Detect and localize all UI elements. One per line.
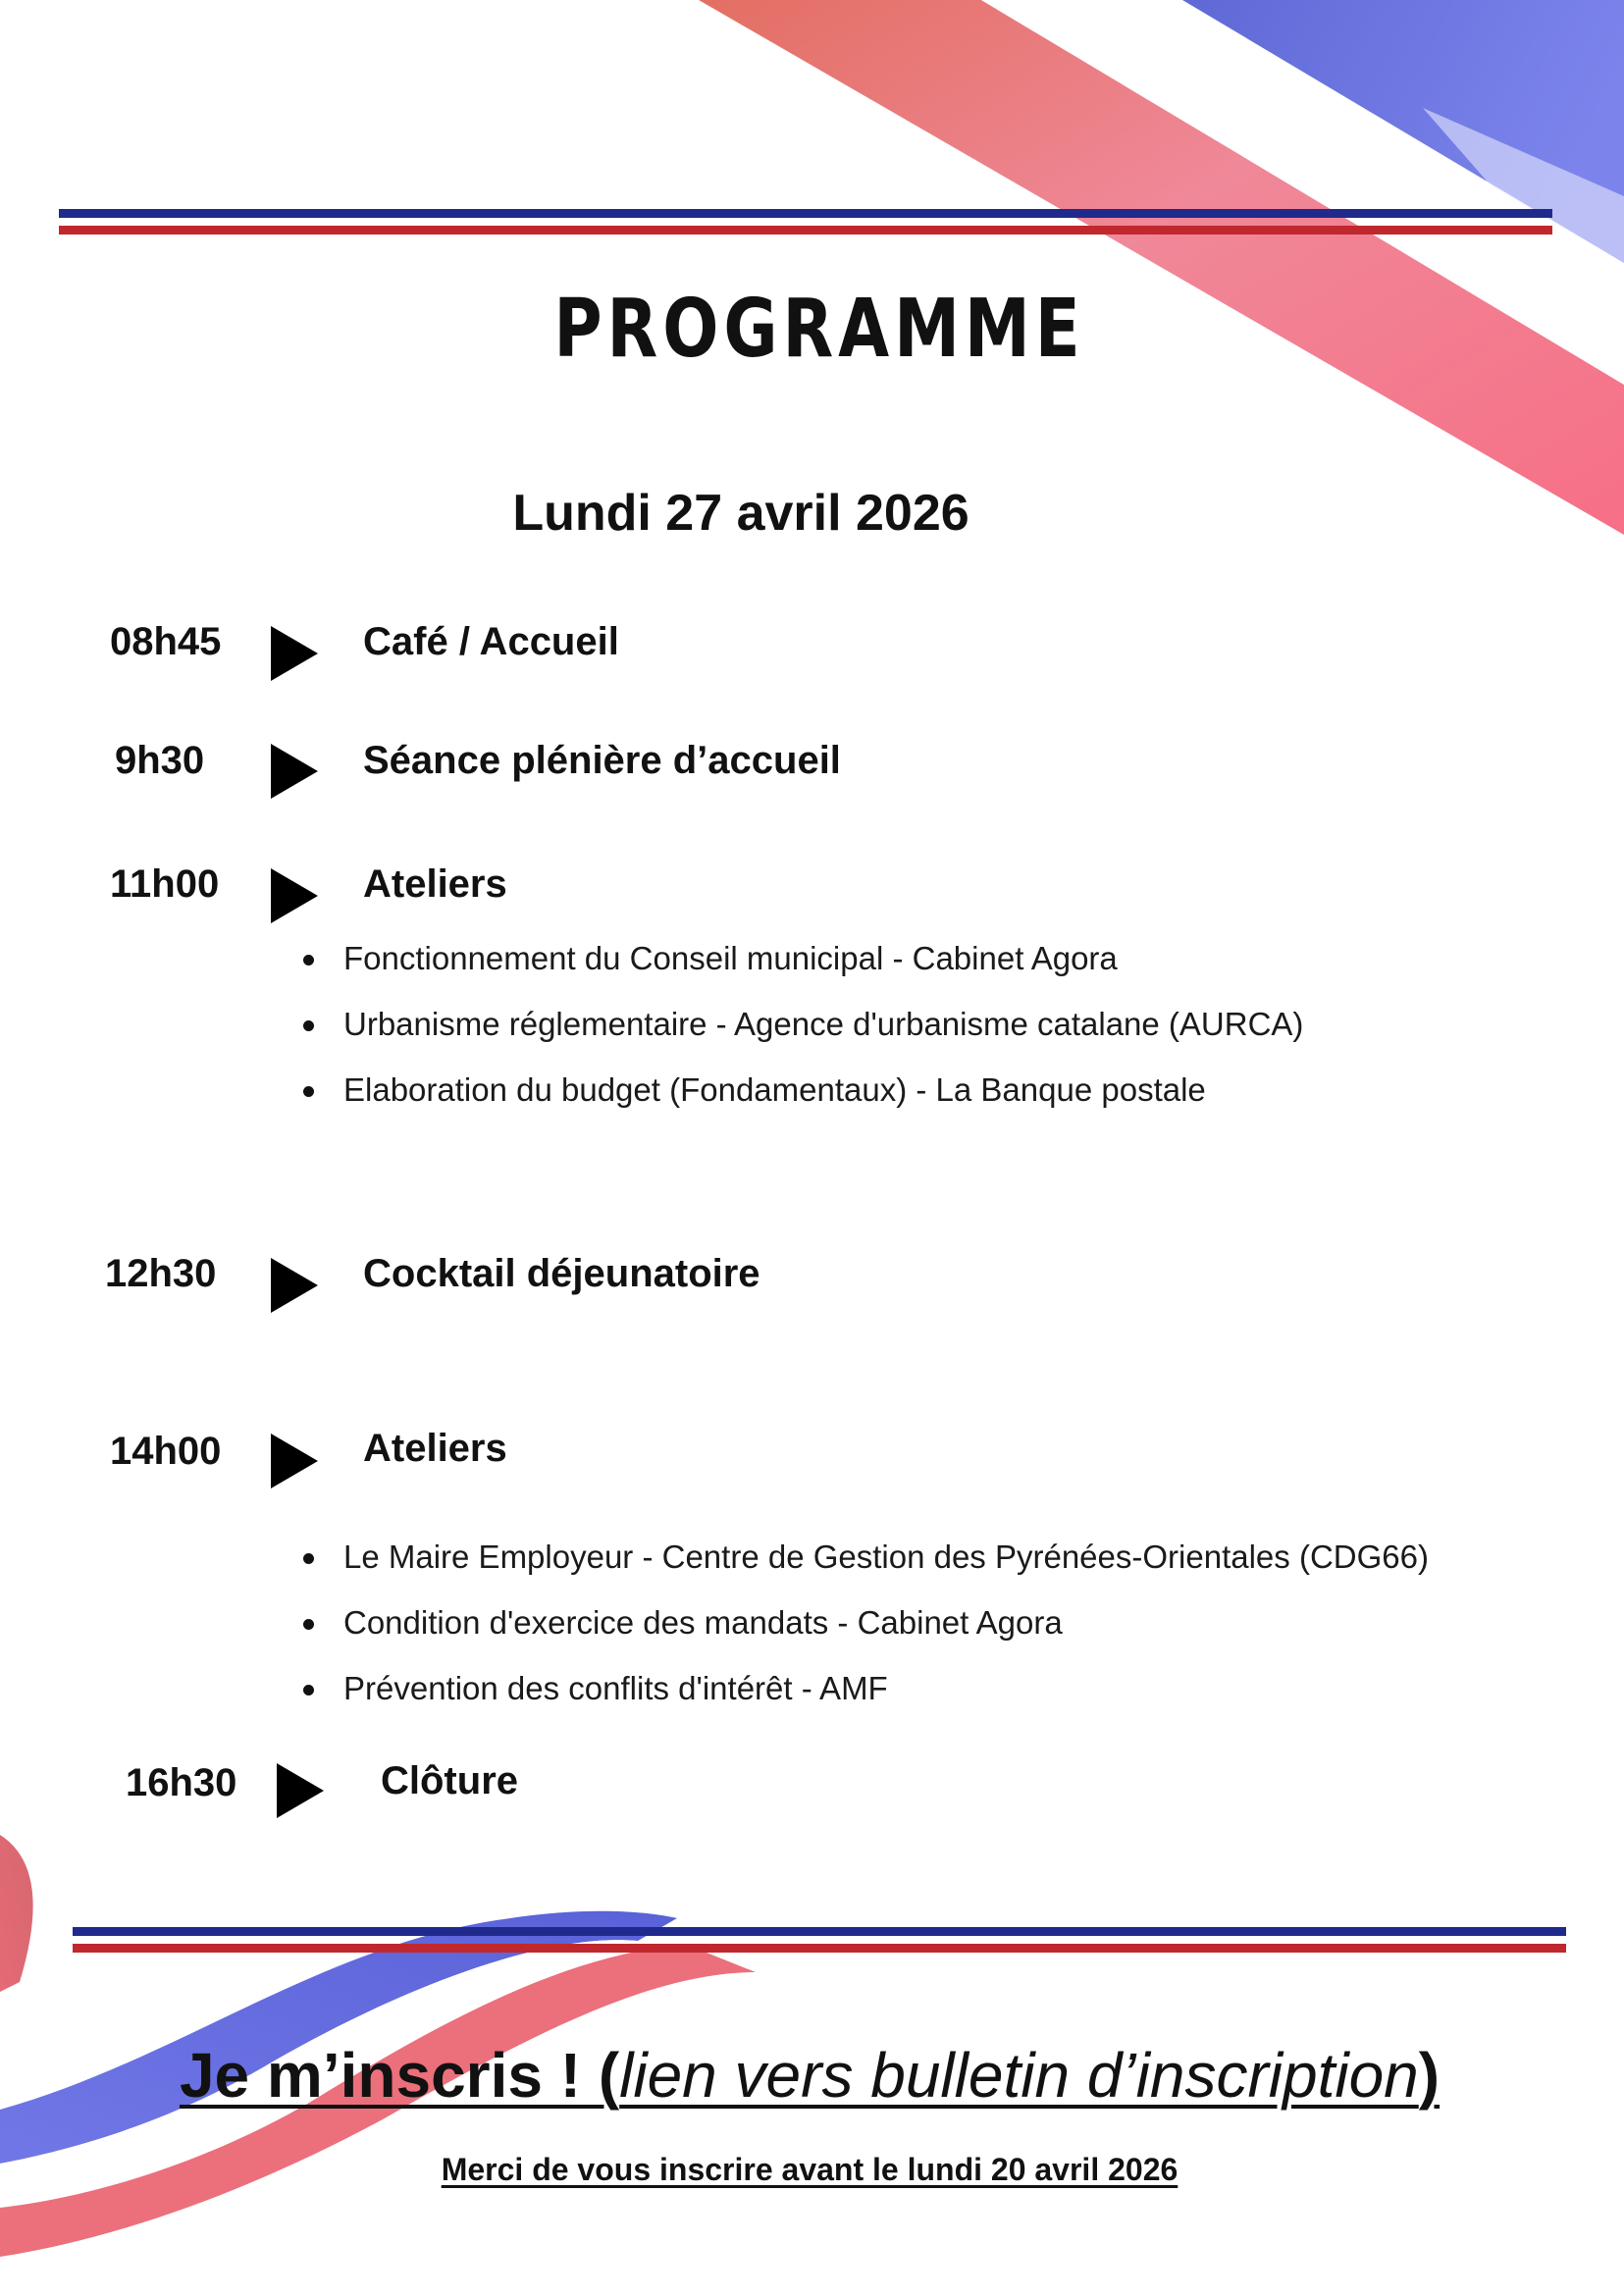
play-arrow-icon xyxy=(277,1763,324,1818)
schedule-label: Cocktail déjeunatoire xyxy=(363,1252,760,1295)
schedule-time: 14h00 xyxy=(110,1430,222,1473)
play-arrow-icon xyxy=(271,744,318,799)
list-item: Condition d'exercice des mandats - Cabinet Agora xyxy=(303,1601,1429,1667)
event-date: Lundi 27 avril 2026 xyxy=(512,485,969,542)
list-item: Fonctionnement du Conseil municipal - Cabinet Agora xyxy=(303,937,1303,1003)
schedule-label: Café / Accueil xyxy=(363,620,619,663)
list-item: Prévention des conflits d'intérêt - AMF xyxy=(303,1667,1429,1733)
schedule-time: 08h45 xyxy=(110,620,222,663)
play-arrow-icon xyxy=(271,626,318,681)
schedule-time: 9h30 xyxy=(115,739,205,782)
page-title: PROGRAMME xyxy=(553,283,1085,376)
registration-link[interactable] xyxy=(180,2040,1440,2111)
play-arrow-icon xyxy=(271,1258,318,1313)
list-item: Le Maire Employeur - Centre de Gestion des Pyrénées-Orientales (CDG66) xyxy=(303,1536,1429,1601)
registration-cta xyxy=(0,2039,1619,2112)
schedule-label: Séance plénière d’accueil xyxy=(363,739,841,782)
schedule-label: Ateliers xyxy=(363,1427,507,1470)
cta-close-paren: ) xyxy=(1418,2040,1441,2111)
list-item: Urbanisme réglementaire - Agence d'urbanisme catalane (AURCA) xyxy=(303,1003,1303,1069)
schedule-label: Ateliers xyxy=(363,862,507,906)
schedule-time: 12h30 xyxy=(105,1252,217,1295)
play-arrow-icon xyxy=(271,868,318,923)
schedule-time: 11h00 xyxy=(110,862,220,906)
list-item: Elaboration du budget (Fondamentaux) - La Banque postale xyxy=(303,1069,1303,1134)
cta-main-text: Je m’inscris ! ( xyxy=(179,2040,620,2111)
schedule-label: Clôture xyxy=(381,1759,518,1802)
workshop-list xyxy=(303,937,1303,1134)
cta-link-text: lien vers bulletin d’inscription xyxy=(619,2040,1419,2111)
schedule-time: 16h30 xyxy=(126,1761,237,1804)
registration-deadline: Merci de vous inscrire avant le lundi 20 avril 2026 xyxy=(441,2152,1179,2187)
workshop-list xyxy=(303,1536,1429,1733)
play-arrow-icon xyxy=(271,1434,318,1488)
